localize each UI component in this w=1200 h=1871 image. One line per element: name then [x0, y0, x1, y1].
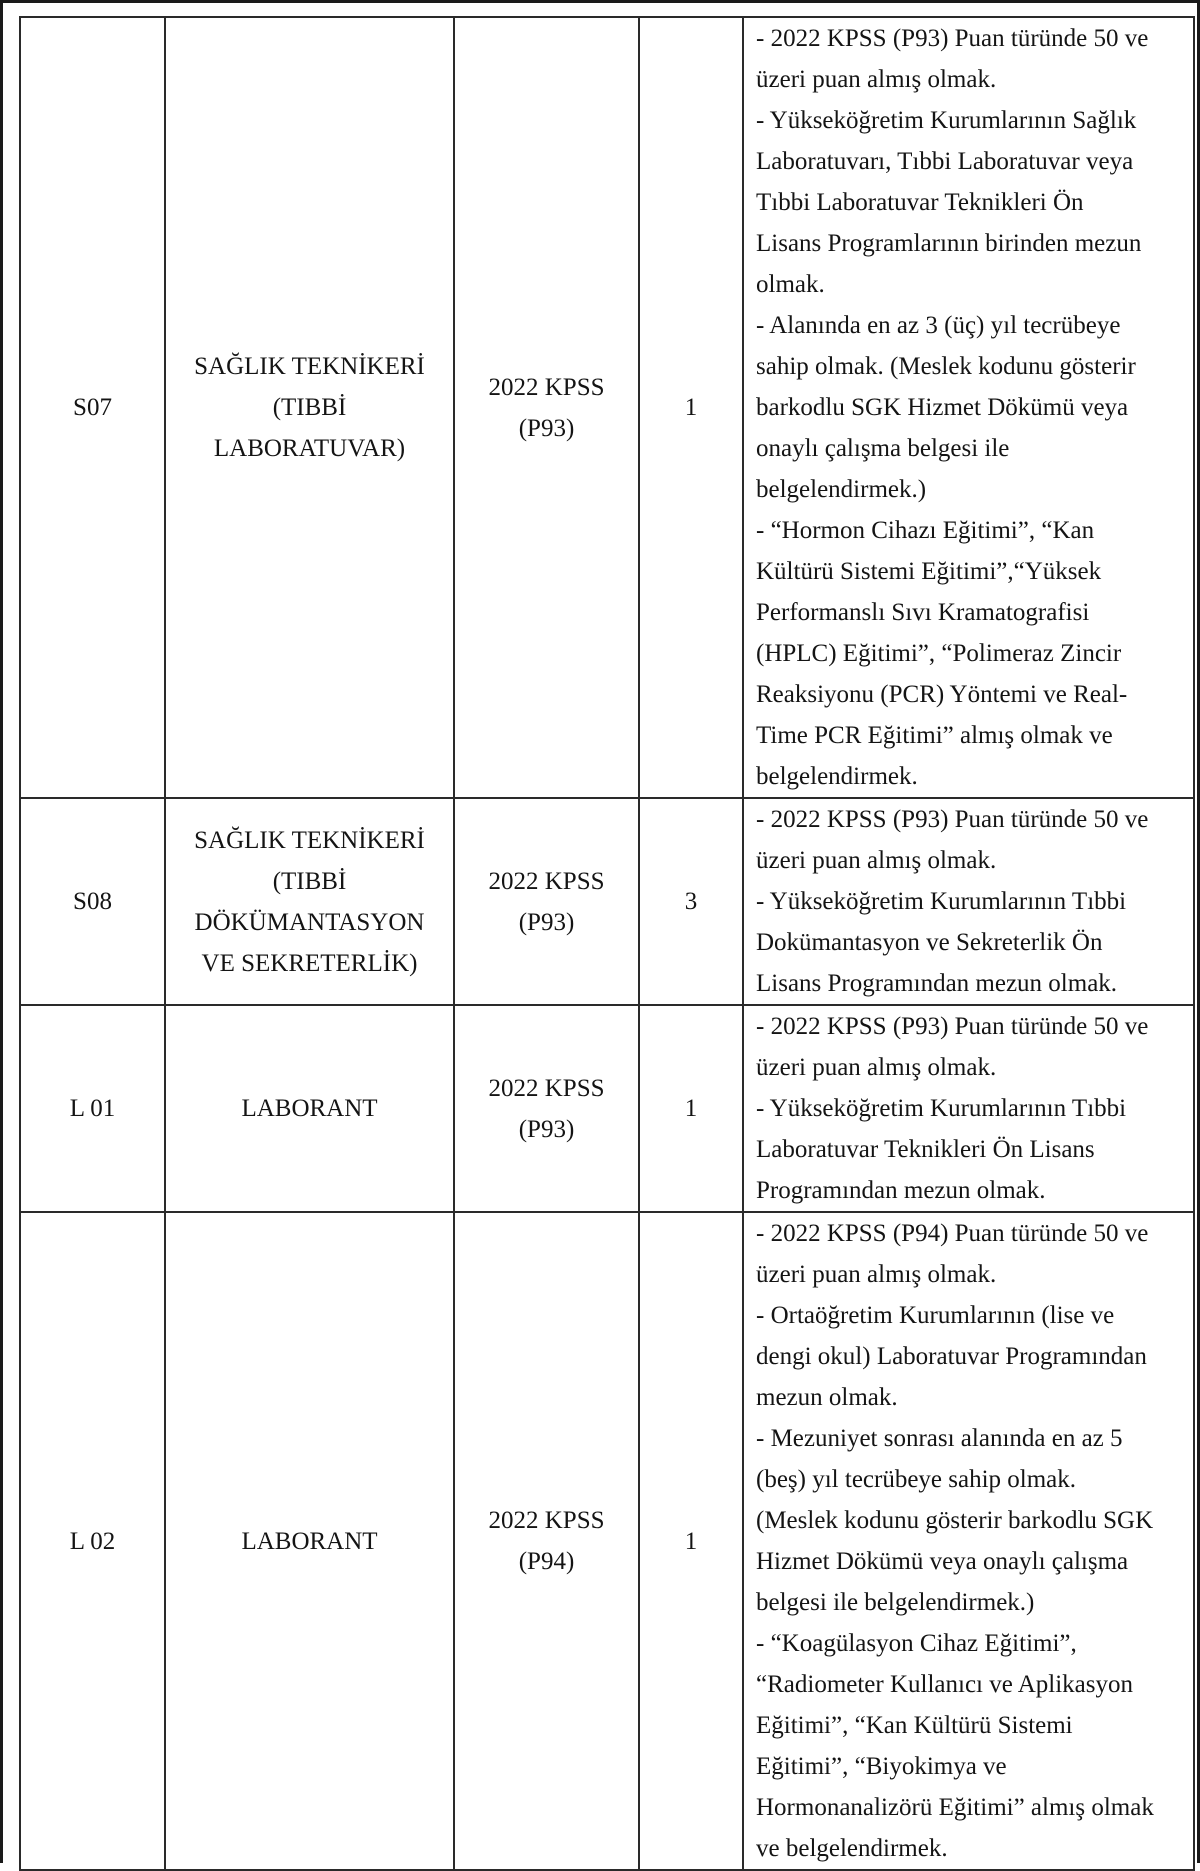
- requirement-line: - Yükseköğretim Kurumlarının Sağlık: [756, 107, 1137, 134]
- requirement-line: Reaksiyonu (PCR) Yöntemi ve Real-: [756, 681, 1128, 708]
- position-title-line: LABORANT: [241, 1095, 378, 1122]
- requirement-line: Kültürü Sistemi Eğitimi”,“Yüksek: [756, 558, 1102, 585]
- requirement-line: - Alanında en az 3 (üç) yıl tecrübeye: [756, 312, 1121, 339]
- positions-table: [19, 16, 1195, 1871]
- exam-type-cell: [454, 798, 639, 1005]
- requirement-line: ve belgelendirmek.: [756, 1835, 948, 1862]
- requirement-line: Dokümantasyon ve Sekreterlik Ön: [756, 929, 1103, 956]
- requirement-line: (HPLC) Eğitimi”, “Polimeraz Zincir: [756, 640, 1122, 667]
- requirement-line: olmak.: [756, 271, 825, 298]
- requirement-line: Laboratuvarı, Tıbbi Laboratuvar veya: [756, 148, 1134, 175]
- requirement-line: Tıbbi Laboratuvar Teknikleri Ön: [756, 189, 1084, 216]
- table-row: [20, 798, 1194, 1005]
- position-title-line: LABORANT: [241, 1527, 378, 1555]
- requirement-line: - 2022 KPSS (P93) Puan türünde 50 ve: [756, 1013, 1149, 1040]
- position-code-cell: [20, 1005, 165, 1212]
- requirement-line: Lisans Programlarının birinden mezun: [756, 230, 1142, 257]
- requirement-line: belgesi ile belgelendirmek.): [756, 1589, 1035, 1616]
- requirement-line: - Yükseköğretim Kurumlarının Tıbbi: [756, 888, 1127, 915]
- requirement-line: Performanslı Sıvı Kramatografisi: [756, 599, 1090, 626]
- position-code: L 02: [69, 1527, 116, 1555]
- requirement-line: Programından mezun olmak.: [756, 1177, 1046, 1204]
- position-count: 3: [684, 888, 698, 915]
- exam-type-line: 2022 KPSS: [488, 1074, 605, 1102]
- position-count-cell: [639, 17, 743, 798]
- position-count-cell: [639, 1212, 743, 1870]
- requirement-line: - “Koagülasyon Cihaz Eğitimi”,: [756, 1630, 1077, 1657]
- requirement-line: - 2022 KPSS (P94) Puan türünde 50 ve: [756, 1220, 1149, 1247]
- exam-type-cell: [454, 1005, 639, 1212]
- table-row: [20, 1005, 1194, 1212]
- table-row: [20, 17, 1194, 798]
- requirement-line: onaylı çalışma belgesi ile: [756, 435, 1010, 462]
- position-code: S07: [73, 394, 112, 421]
- position-title-cell: [165, 1005, 454, 1212]
- requirement-line: mezun olmak.: [756, 1384, 898, 1411]
- table-row: [20, 1212, 1194, 1870]
- requirement-line: Hizmet Dökümü veya onaylı çalışma: [756, 1548, 1129, 1575]
- requirement-line: Hormonanalizörü Eğitimi” almış olmak: [756, 1794, 1154, 1821]
- position-title-line: SAĞLIK TEKNİKERİ: [194, 826, 425, 854]
- requirement-line: Lisans Programından mezun olmak.: [756, 970, 1118, 997]
- requirement-line: sahip olmak. (Meslek kodunu gösterir: [756, 353, 1136, 380]
- exam-type-line: 2022 KPSS: [488, 373, 605, 401]
- exam-type-line: (P93): [518, 908, 575, 936]
- position-code: L 01: [69, 1095, 116, 1122]
- requirement-line: (beş) yıl tecrübeye sahip olmak.: [756, 1466, 1077, 1493]
- position-count-cell: [639, 1005, 743, 1212]
- requirement-line: - Mezuniyet sonrası alanında en az 5: [756, 1425, 1123, 1452]
- requirement-line: barkodlu SGK Hizmet Dökümü veya: [756, 394, 1129, 421]
- requirement-line: - Ortaöğretim Kurumlarının (lise ve: [756, 1302, 1115, 1329]
- position-title-line: SAĞLIK TEKNİKERİ: [194, 353, 425, 380]
- requirement-line: - 2022 KPSS (P93) Puan türünde 50 ve: [756, 25, 1149, 52]
- position-code: S08: [73, 888, 112, 915]
- requirement-line: Laboratuvar Teknikleri Ön Lisans: [756, 1136, 1095, 1163]
- positions-table-body: [20, 17, 1194, 1870]
- exam-type-line: (P93): [518, 414, 575, 442]
- position-code-cell: [20, 17, 165, 798]
- requirement-line: üzeri puan almış olmak.: [756, 1261, 997, 1288]
- requirement-line: Time PCR Eğitimi” almış olmak ve: [756, 722, 1113, 749]
- requirement-line: dengi okul) Laboratuvar Programından: [756, 1343, 1147, 1370]
- requirement-line: üzeri puan almış olmak.: [756, 66, 997, 93]
- requirements-cell: [743, 17, 1194, 798]
- position-title-cell: [165, 798, 454, 1005]
- requirement-line: - 2022 KPSS (P93) Puan türünde 50 ve: [756, 806, 1149, 833]
- requirement-line: belgelendirmek.): [756, 476, 927, 503]
- requirement-line: (Meslek kodunu gösterir barkodlu SGK: [756, 1507, 1154, 1534]
- requirements-cell: [743, 1005, 1194, 1212]
- requirement-line: Eğitimi”, “Biyokimya ve: [756, 1753, 1007, 1780]
- exam-type-cell: [454, 1212, 639, 1870]
- requirement-line: - “Hormon Cihazı Eğitimi”, “Kan: [756, 517, 1095, 544]
- position-title-cell: [165, 17, 454, 798]
- requirement-line: üzeri puan almış olmak.: [756, 1054, 997, 1081]
- position-title-line: (TIBBİ: [272, 394, 347, 421]
- position-title-cell: [165, 1212, 454, 1870]
- position-title-line: VE SEKRETERLİK): [201, 949, 418, 977]
- position-count: 1: [684, 1095, 698, 1122]
- position-code-cell: [20, 798, 165, 1005]
- requirements-cell: [743, 798, 1194, 1005]
- requirement-line: “Radiometer Kullanıcı ve Aplikasyon: [756, 1671, 1133, 1698]
- requirement-line: belgelendirmek.: [756, 763, 918, 790]
- position-count: 1: [684, 394, 698, 421]
- requirement-line: Eğitimi”, “Kan Kültürü Sistemi: [756, 1712, 1073, 1739]
- exam-type-line: 2022 KPSS: [488, 1507, 605, 1534]
- requirements-cell: [743, 1212, 1194, 1870]
- position-count: 1: [684, 1527, 698, 1555]
- position-title-line: LABORATUVAR): [213, 435, 406, 462]
- exam-type-line: 2022 KPSS: [488, 867, 605, 895]
- position-code-cell: [20, 1212, 165, 1870]
- exam-type-line: (P93): [518, 1115, 575, 1143]
- requirement-line: üzeri puan almış olmak.: [756, 847, 997, 874]
- exam-type-cell: [454, 17, 639, 798]
- position-title-line: (TIBBİ: [272, 867, 347, 895]
- requirement-line: - Yükseköğretim Kurumlarının Tıbbi: [756, 1095, 1127, 1122]
- exam-type-line: (P94): [518, 1548, 575, 1575]
- position-title-line: DÖKÜMANTASYON: [194, 908, 425, 936]
- position-count-cell: [639, 798, 743, 1005]
